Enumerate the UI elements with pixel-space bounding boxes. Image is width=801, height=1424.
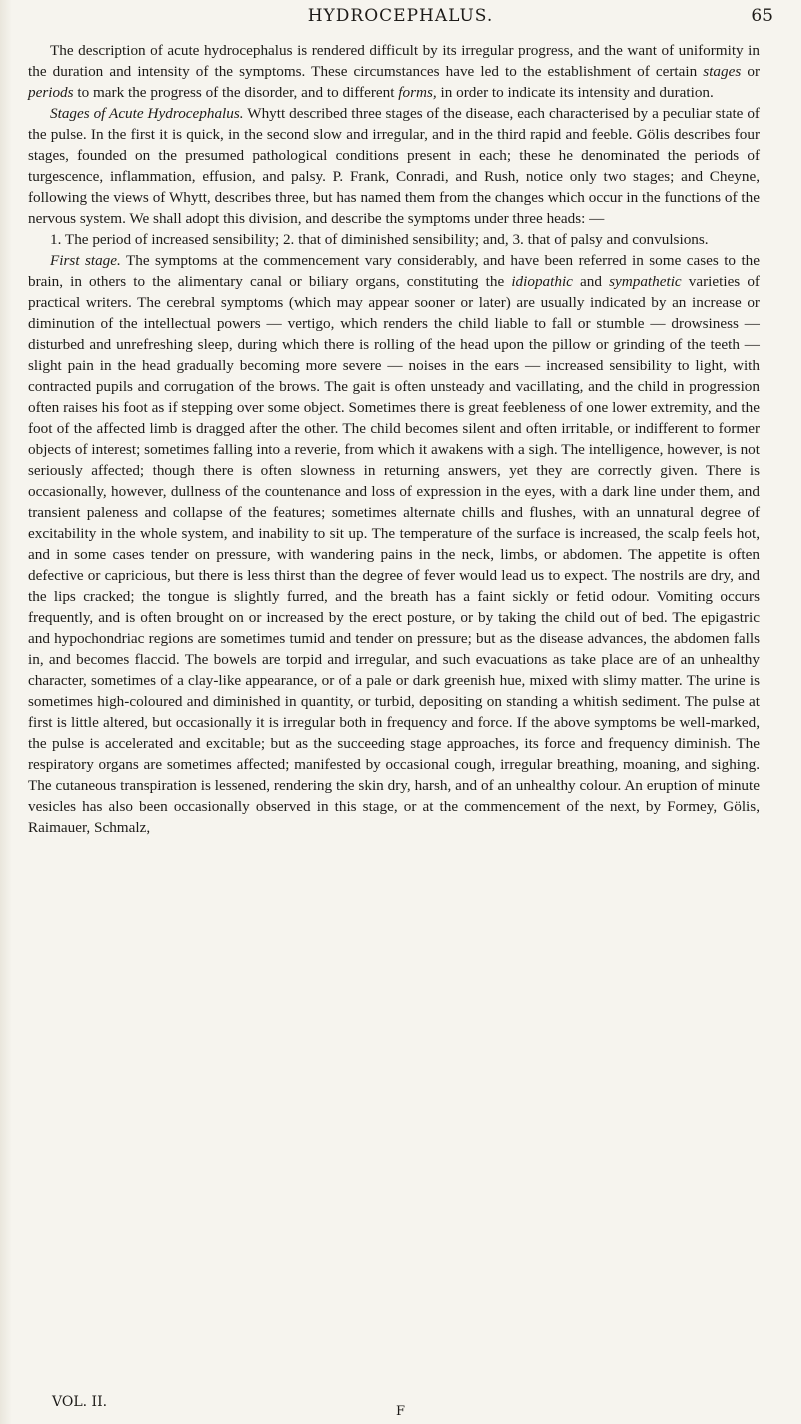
emphasis-periods: periods [28, 84, 74, 101]
page-number: 65 [751, 6, 773, 26]
running-title: HYDROCEPHALUS. [307, 6, 494, 26]
volume-marker: VOL. II. [52, 1394, 108, 1410]
emphasis-forms: forms, [398, 84, 437, 101]
section-heading-stages: Stages of Acute Hydrocephalus. [50, 105, 244, 122]
paragraph-stage-list: 1. The period of increased sensibility; 2. that of diminished sensibility; and, 3. that of palsy and convulsions. [50, 231, 709, 248]
body-text [28, 40, 760, 838]
binding-gutter [0, 0, 12, 1424]
paragraph-intro: The description of acute hydrocephalus is rendered difficult by its irregular progress, and the want of uniformity in the duration and intensity of the symptoms. These circumstances have led to the establishment of certain stages or periods to mark the progress of the disorder, and to different forms, in order to indicate its intensity and duration. [28, 42, 761, 101]
emphasis-sympathetic: sympathetic [609, 273, 682, 290]
emphasis-stages: stages [703, 63, 742, 80]
emphasis-idiopathic: idiopathic [511, 273, 573, 290]
paragraph-stages: Stages of Acute Hydrocephalus. Whytt described three stages of the disease, each characterised by a peculiar state of the pulse. In the first it is quick, in the second slow and irregular, and in the third rapid and feeble. Gölis describes four stages, founded on the presumed pathological conditions present in each; these he denominated the periods of turgescence, inflammation, effusion, and palsy. P. Frank, Conradi, and Rush, notice only two stages; and Cheyne, following the views of Whytt, describes three, but has named them from the changes which occur in the functions of the nervous system. We shall adopt this division, and describe the symptoms under three heads: — [28, 105, 760, 227]
page-header [0, 6, 801, 30]
paragraph-first-stage: First stage. The symptoms at the commencement vary considerably, and have been referred in some cases to the brain, in others to the alimentary canal or biliary organs, constituting the idiopathic and sympathetic varieties of practical writers. The cerebral symptoms (which may appear sooner or later) are usually indicated by an increase or diminution of the intellectual powers — vertigo, which renders the child liable to fall or stumble — drowsiness — disturbed and unrefreshing sleep, during which there is rolling of the head upon the pillow or grinding of the teeth — slight pain in the head gradually becoming more severe — noises in the ears — increased sensibility to light, with contracted pupils and corrugation of the brows. The gait is often unsteady and vacillating, and the child in progression often raises his foot as if stepping over some object. Sometimes there is great feebleness of one lower extremity, and the foot of the affected limb is dragged after the other. The child becomes silent and often irritable, or indifferent to former objects of interest; sometimes falling into a reverie, from which it awakens with a sigh. The intelligence, however, is not seriously affected; though there is often slowness in returning answers, yet they are correctly given. There is occasionally, however, dullness of the countenance and loss of expression in the eyes, with a dark line under them, and transient paleness and collapse of the features; sometimes alternate chills and flushes, with an unnatural degree of excitability in the whole system, and inability to sit up. The temperature of the surface is increased, the scalp feels hot, and in some cases tender on pressure, with wandering pains in the neck, limbs, or abdomen. The appetite is often defective or capricious, but there is less thirst than the degree of fever would lead us to expect. The nostrils are dry, and the lips cracked; the tongue is slightly furred, and the breath has a faint sickly or fetid odour. Vomiting occurs frequently, and is often brought on or increased by the erect posture, or by taking the child out of bed. The epigastric and hypochondriac regions are sometimes tumid and tender on pressure; but as the disease advances, the abdomen falls in, and becomes flaccid. The bowels are torpid and irregular, and such evacuations as take place are of an unhealthy character, sometimes of a clay-like appearance, or of a pale or dark greenish hue, mixed with slimy matter. The urine is sometimes high-coloured and diminished in quantity, or turbid, depositing on standing a whitish sediment. The pulse at first is little altered, but occasionally it is irregular both in frequency and force. If the above symptoms be well-marked, the pulse is accelerated and excitable; but as the succeeding stage approaches, its force and frequency diminish. The respiratory organs are sometimes affected; manifested by occasional cough, irregular breathing, moaning, and sighing. The cutaneous transpiration is lessened, rendering the skin dry, harsh, and of an unhealthy colour. An eruption of minute vesicles has also been occasionally observed in this stage, or at the commencement of the next, by Formey, Gölis, Raimauer, Schmalz, [28, 252, 761, 836]
page-footer [28, 1394, 773, 1418]
section-heading-first-stage: First stage. [50, 252, 121, 269]
signature-mark: F [395, 1404, 406, 1419]
